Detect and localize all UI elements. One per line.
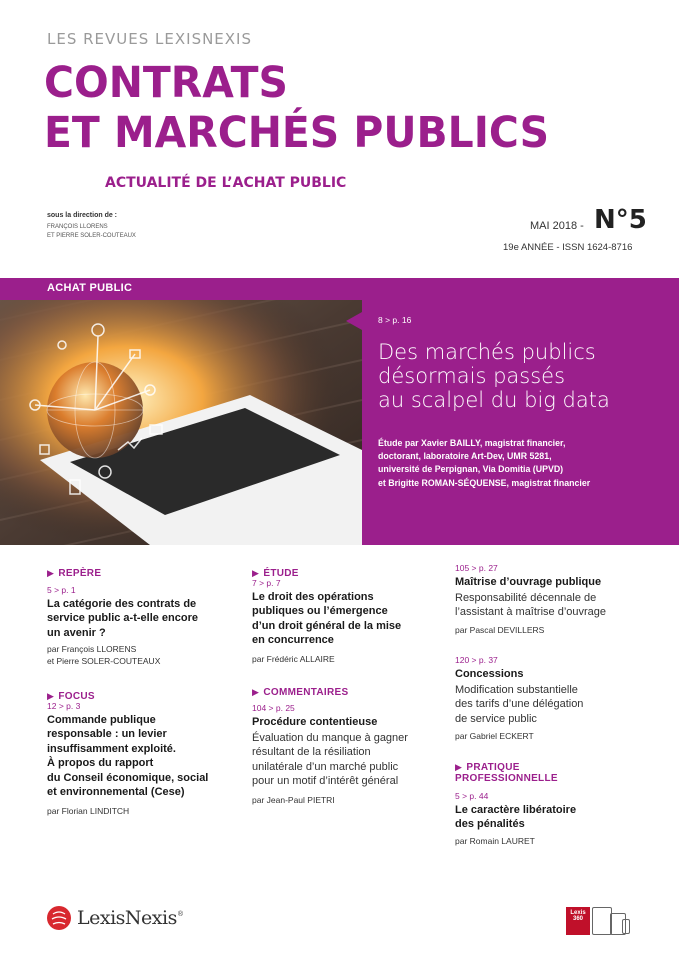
pratique-ref: 5 > p. 44 xyxy=(455,791,489,801)
repere-author xyxy=(47,643,160,667)
lexisnexis-wordmark: LexisNexis xyxy=(77,907,177,929)
journal-title-line-2: ET MARCHÉS PUBLICS xyxy=(44,108,550,158)
repere-author-line-2: et Pierre SOLER-COUTEAUX xyxy=(47,656,161,666)
col3-a1-author: par Pascal DEVILLERS xyxy=(455,625,545,635)
direction-label: sous la direction de : xyxy=(47,212,118,219)
lead-title-line-3: au scalpel du big data xyxy=(378,388,610,412)
col3-a1-title[interactable]: Maîtrise d’ouvrage publique xyxy=(455,576,602,588)
col3-a2-summary-line-1: Modification substantielle xyxy=(455,684,578,696)
lead-title-line-2: désormais passés xyxy=(378,364,566,388)
col3-a1-ref: 105 > p. 27 xyxy=(455,563,498,573)
col3-a2-author: par Gabriel ECKERT xyxy=(455,731,534,741)
etude-ref: 7 > p. 7 xyxy=(252,578,281,588)
repere-title-line-1: La catégorie des contrats de xyxy=(47,598,197,610)
lead-ref: 8 > p. 16 xyxy=(378,315,412,325)
pratique-author: par Romain LAURET xyxy=(455,836,535,846)
lexis-360-badge-line-2: 360 xyxy=(572,916,583,922)
col3-a2-summary xyxy=(455,683,655,726)
lead-byline-line-3: université de Perpignan, Via Domitia (UPVD) xyxy=(378,464,564,475)
etude-author: par Frédéric ALLAIRE xyxy=(252,654,335,664)
section-pratique-label-2: PROFESSIONNELLE xyxy=(455,773,558,784)
focus-author: par Florian LINDITCH xyxy=(47,806,130,816)
journal-subtitle: ACTUALITÉ DE L’ACHAT PUBLIC xyxy=(105,175,347,191)
triangle-icon: ▶ xyxy=(47,691,54,701)
focus-title-line-3: insuffisamment exploité. xyxy=(47,742,176,755)
section-commentaires-label: COMMENTAIRES xyxy=(263,687,349,698)
commentaires-summary-line-3: unilatérale d’un marché public xyxy=(252,760,399,773)
lexisnexis-globe-icon xyxy=(47,906,71,930)
repere-title[interactable] xyxy=(47,597,227,640)
focus-title-line-1: Commande publique xyxy=(47,714,156,726)
col3-a2-summary-line-2: des tarifs d’une délégation xyxy=(455,698,584,711)
repere-title-line-2: service public a-t-elle encore xyxy=(47,612,199,625)
pratique-title-line-1: Le caractère libératoire xyxy=(455,804,577,816)
lexis-360-badge-line-1: Lexis xyxy=(570,910,586,916)
col3-a1-summary-line-2: l’assistant à maîtrise d’ouvrage xyxy=(455,606,607,619)
col3-a2-summary-line-3: de service public xyxy=(455,712,537,725)
direction-name-1: FRANÇOIS LLORENS xyxy=(47,224,108,230)
direction-names xyxy=(47,223,136,241)
journal-title-line-1: CONTRATS xyxy=(44,58,288,108)
phone-device-icon xyxy=(622,919,630,934)
section-repere-label: REPÈRE xyxy=(58,568,102,579)
etude-title-line-2: publiques ou l’émergence xyxy=(252,605,388,618)
repere-title-line-3: un avenir ? xyxy=(47,626,106,639)
triangle-icon: ▶ xyxy=(455,762,462,772)
focus-title-line-4: À propos du rapport xyxy=(47,757,154,770)
triangle-icon: ▶ xyxy=(47,568,54,578)
section-repere xyxy=(47,563,101,581)
cover-illustration xyxy=(0,300,362,545)
lead-title-line-1: Des marchés publics xyxy=(378,340,596,364)
col3-a1-summary xyxy=(455,591,655,620)
etude-title[interactable] xyxy=(252,590,432,648)
section-band-label: ACHAT PUBLIC xyxy=(47,282,133,294)
col3-a2-ref: 120 > p. 37 xyxy=(455,655,498,665)
lead-byline xyxy=(378,437,668,490)
col3-a1-summary-line-1: Responsabilité décennale de xyxy=(455,592,597,604)
section-focus-label: FOCUS xyxy=(58,691,95,702)
lead-title[interactable] xyxy=(378,340,668,412)
issue-year: 19e ANNÉE - ISSN 1624-8716 xyxy=(503,242,633,253)
commentaires-summary-line-1: Évaluation du manque à gagner xyxy=(252,732,408,744)
etude-title-line-4: en concurrence xyxy=(252,634,334,647)
focus-title-line-6: et environnemental (Cese) xyxy=(47,786,185,799)
tablet-globe-illustration xyxy=(0,300,362,545)
section-etude-label: ÉTUDE xyxy=(263,568,299,579)
repere-author-line-1: par François LLORENS xyxy=(47,644,137,654)
col3-a2-title[interactable]: Concessions xyxy=(455,668,524,680)
lead-panel xyxy=(362,300,679,545)
focus-title[interactable] xyxy=(47,713,232,799)
lead-notch xyxy=(346,312,362,330)
pratique-title-line-2: des pénalités xyxy=(455,818,525,831)
commentaires-ref: 104 > p. 25 xyxy=(252,703,295,713)
triangle-icon: ▶ xyxy=(252,687,259,697)
commentaires-summary xyxy=(252,731,442,789)
commentaires-summary-line-2: résultant de la résiliation xyxy=(252,746,371,759)
pratique-title[interactable] xyxy=(455,803,655,832)
lead-byline-line-2: doctorant, laboratoire Art-Dev, UMR 5281, xyxy=(378,451,552,462)
repere-ref: 5 > p. 1 xyxy=(47,585,76,595)
series-name: LES REVUES LEXISNEXIS xyxy=(47,30,253,48)
section-pratique xyxy=(455,760,558,784)
focus-title-line-2: responsable : un levier xyxy=(47,728,167,741)
triangle-icon: ▶ xyxy=(252,568,259,578)
commentaires-title[interactable]: Procédure contentieuse xyxy=(252,716,378,728)
focus-ref: 12 > p. 3 xyxy=(47,701,81,711)
desktop-device-icon xyxy=(592,907,612,935)
registered-mark: ® xyxy=(177,910,183,918)
etude-title-line-3: d’un droit général de la mise xyxy=(252,619,402,632)
etude-title-line-1: Le droit des opérations xyxy=(252,591,374,603)
commentaires-summary-line-4: pour un motif d’intérêt général xyxy=(252,775,399,788)
lexis-360-badge[interactable] xyxy=(566,907,590,935)
issue-number: N°5 xyxy=(594,205,647,235)
lead-byline-line-4: et Brigitte ROMAN-SÉQUENSE, magistrat financier xyxy=(378,477,591,488)
journal-title xyxy=(44,58,549,158)
focus-title-line-5: du Conseil économique, social xyxy=(47,771,209,784)
direction-name-2: ET PIERRE SOLER-COUTEAUX xyxy=(47,233,136,239)
section-pratique-label-1: PRATIQUE xyxy=(466,762,520,773)
commentaires-author: par Jean-Paul PIETRI xyxy=(252,795,335,805)
lexisnexis-logo[interactable] xyxy=(47,905,183,931)
lead-byline-line-1: Étude par Xavier BAILLY, magistrat financier, xyxy=(378,438,566,448)
issue-date: MAI 2018 - xyxy=(530,220,584,232)
section-commentaires xyxy=(252,682,348,700)
